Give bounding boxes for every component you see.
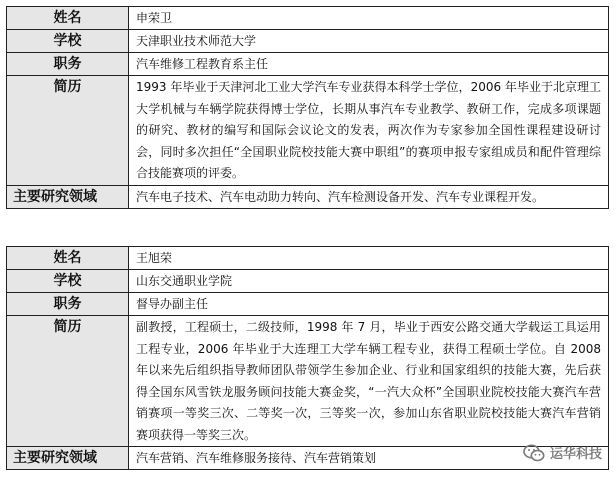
research-value: 汽车营销、汽车维修服务接待、汽车营销策划 — [129, 447, 609, 470]
research-label: 主要研究领域 — [7, 447, 129, 470]
position-label: 职务 — [7, 53, 129, 76]
school-value: 天津职业技术师范大学 — [129, 30, 609, 53]
position-value: 汽车维修工程教育系主任 — [129, 53, 609, 76]
research-label: 主要研究领域 — [7, 185, 129, 209]
name-row — [7, 247, 609, 270]
school-value: 山东交通职业学院 — [129, 270, 609, 293]
profile-table-1 — [6, 6, 609, 209]
research-row — [7, 447, 609, 470]
research-value: 汽车电子技术、汽车电动助力转向、汽车检测设备开发、汽车专业课程开发。 — [129, 185, 609, 209]
profile-table-2 — [6, 246, 609, 470]
research-row — [7, 185, 609, 209]
name-row — [7, 7, 609, 30]
name-label: 姓名 — [7, 7, 129, 30]
wechat-icon — [523, 444, 545, 462]
bio-row — [7, 76, 609, 186]
name-value: 申荣卫 — [129, 7, 609, 30]
name-label: 姓名 — [7, 247, 129, 270]
watermark — [523, 443, 602, 462]
school-label: 学校 — [7, 30, 129, 53]
name-value: 王旭荣 — [129, 247, 609, 270]
position-label: 职务 — [7, 293, 129, 316]
position-row — [7, 53, 609, 76]
bio-row — [7, 316, 609, 447]
school-row — [7, 270, 609, 293]
bio-value: 1993 年毕业于天津河北工业大学汽车专业获得本科学士学位，2006 年毕业于北京理工大学机械与车辆学院获得博士学位，长期从事汽车专业教学、教研工作，完成多项课题的研究、教材的编写和国际会议论文的发表，两次作为专家参加全国性课程建设研讨会，同时多次担任“全国职业院校技能大赛中职组”的赛项申报专家组成员和配件管理综合技能赛项的评委。 — [129, 76, 609, 186]
watermark-text: 运华科技 — [549, 447, 602, 462]
school-label: 学校 — [7, 270, 129, 293]
bio-label: 简历 — [7, 316, 129, 447]
bio-value: 副教授，工程硕士，二级技师，1998 年 7 月，毕业于西安公路交通大学载运工具运用工程专业，2006 年毕业于大连理工大学车辆工程专业，获得工程硕士学位。自 2008 年以来先后组织指导教师团队带领学生参加企业、行业和国家组织的技能大赛，先后获得全国东风雪铁龙服务顾问技能大赛金奖，“一汽大众杯”全国职业院校技能大赛汽车营销赛项一等奖三次、二等奖一次，三等奖一次，参加山东省职业院校技能大赛汽车营销赛项获得一等奖三次。 — [129, 316, 609, 447]
bio-label: 简历 — [7, 76, 129, 186]
position-value: 督导办副主任 — [129, 293, 609, 316]
position-row — [7, 293, 609, 316]
school-row — [7, 30, 609, 53]
